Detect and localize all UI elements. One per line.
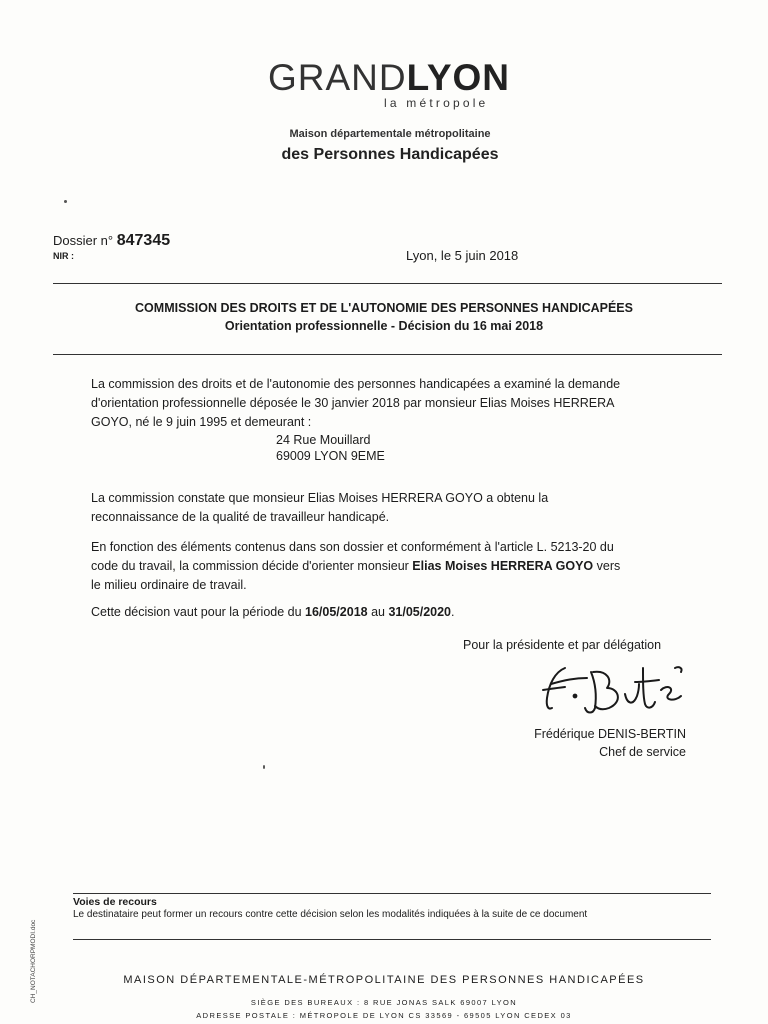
document-code: CH_NOTACHORPMODI.doc: [30, 919, 37, 1003]
text-fragment: code du travail, la commission décide d'orienter monsieur: [91, 559, 413, 573]
paragraph-line: La commission des droits et de l'autonomie des personnes handicapées a examiné la demande: [91, 377, 621, 391]
paragraph-line: reconnaissance de la qualité de travailleur handicapé.: [91, 510, 390, 524]
paragraph-recognition: [91, 489, 711, 527]
paragraph-line: le milieu ordinaire de travail.: [91, 578, 247, 592]
recours-rule-bottom: [73, 939, 711, 940]
text-fragment: vers: [593, 559, 621, 573]
dossier-label: Dossier n°: [53, 233, 114, 248]
footer-siege: SIÈGE DES BUREAUX : 8 RUE JONAS SALK 69007 LYON: [250, 998, 518, 1007]
decision-subtitle: Orientation professionnelle - Décision du 16 mai 2018: [224, 319, 544, 333]
validity-start-date: 16/05/2018: [305, 605, 368, 619]
scan-speck: [64, 200, 67, 203]
nir-label: NIR :: [53, 251, 74, 261]
logo-subtitle: la métropole: [384, 96, 489, 110]
logo-part-lyon: LYON: [406, 57, 510, 98]
address-block: [276, 432, 385, 464]
dossier-value: 847345: [116, 232, 171, 249]
footer-postal: ADRESSE POSTALE : MÉTROPOLE DE LYON CS 33569 - 69505 LYON CEDEX 03: [196, 1011, 572, 1020]
signature-lead: Pour la présidente et par délégation: [463, 638, 662, 652]
letter-date: Lyon, le 5 juin 2018: [406, 248, 519, 263]
address-city: 69009 LYON 9EME: [276, 449, 385, 463]
paragraph-orientation: [91, 538, 711, 595]
paragraph-request: [91, 375, 711, 432]
dossier-number: [53, 232, 170, 250]
recours-text: Le destinataire peut former un recours contre cette décision selon les modalités indiquées à la suite de ce document: [73, 909, 588, 920]
signer-name: Frédérique DENIS-BERTIN: [534, 727, 686, 741]
header-rule-bottom: [53, 354, 722, 355]
address-street: 24 Rue Mouillard: [276, 433, 371, 447]
org-line-2: des Personnes Handicapées: [281, 146, 499, 163]
recours-title: Voies de recours: [73, 896, 157, 908]
decision-title: COMMISSION DES DROITS ET DE L'AUTONOMIE DES PERSONNES HANDICAPÉES: [135, 301, 633, 315]
logo-part-grand: GRAND: [267, 57, 407, 98]
logo-wordmark: [0, 58, 768, 98]
paragraph-line: GOYO, né le 9 juin 1995 et demeurant :: [91, 415, 312, 429]
header-rule-top: [53, 283, 722, 284]
beneficiary-name: Elias Moises HERRERA GOYO: [412, 559, 594, 573]
signer-role: Chef de service: [599, 745, 686, 759]
validity-end-date: 31/05/2020: [388, 605, 452, 619]
paragraph-line: La commission constate que monsieur Elias Moises HERRERA GOYO a obtenu la: [91, 491, 549, 505]
scan-speck: [263, 765, 265, 769]
text-fragment: Cette décision vaut pour la période du: [91, 605, 306, 619]
paragraph-line: [91, 557, 711, 576]
text-fragment: au: [367, 605, 389, 619]
grand-lyon-logo: [0, 57, 768, 110]
paragraph-validity: [91, 603, 711, 622]
footer-org: MAISON DÉPARTEMENTALE-MÉTROPOLITAINE DES PERSONNES HANDICAPÉES: [123, 974, 645, 986]
paragraph-line: d'orientation professionnelle déposée le 30 janvier 2018 par monsieur Elias Moises HERRERA: [91, 396, 615, 410]
handwritten-signature: [535, 658, 695, 720]
text-fragment: .: [451, 605, 455, 619]
org-line-1: Maison départementale métropolitaine: [289, 128, 491, 140]
recours-rule-top: [73, 893, 711, 894]
paragraph-line: En fonction des éléments contenus dans son dossier et conformément à l'article L. 5213-20 du: [91, 540, 614, 554]
